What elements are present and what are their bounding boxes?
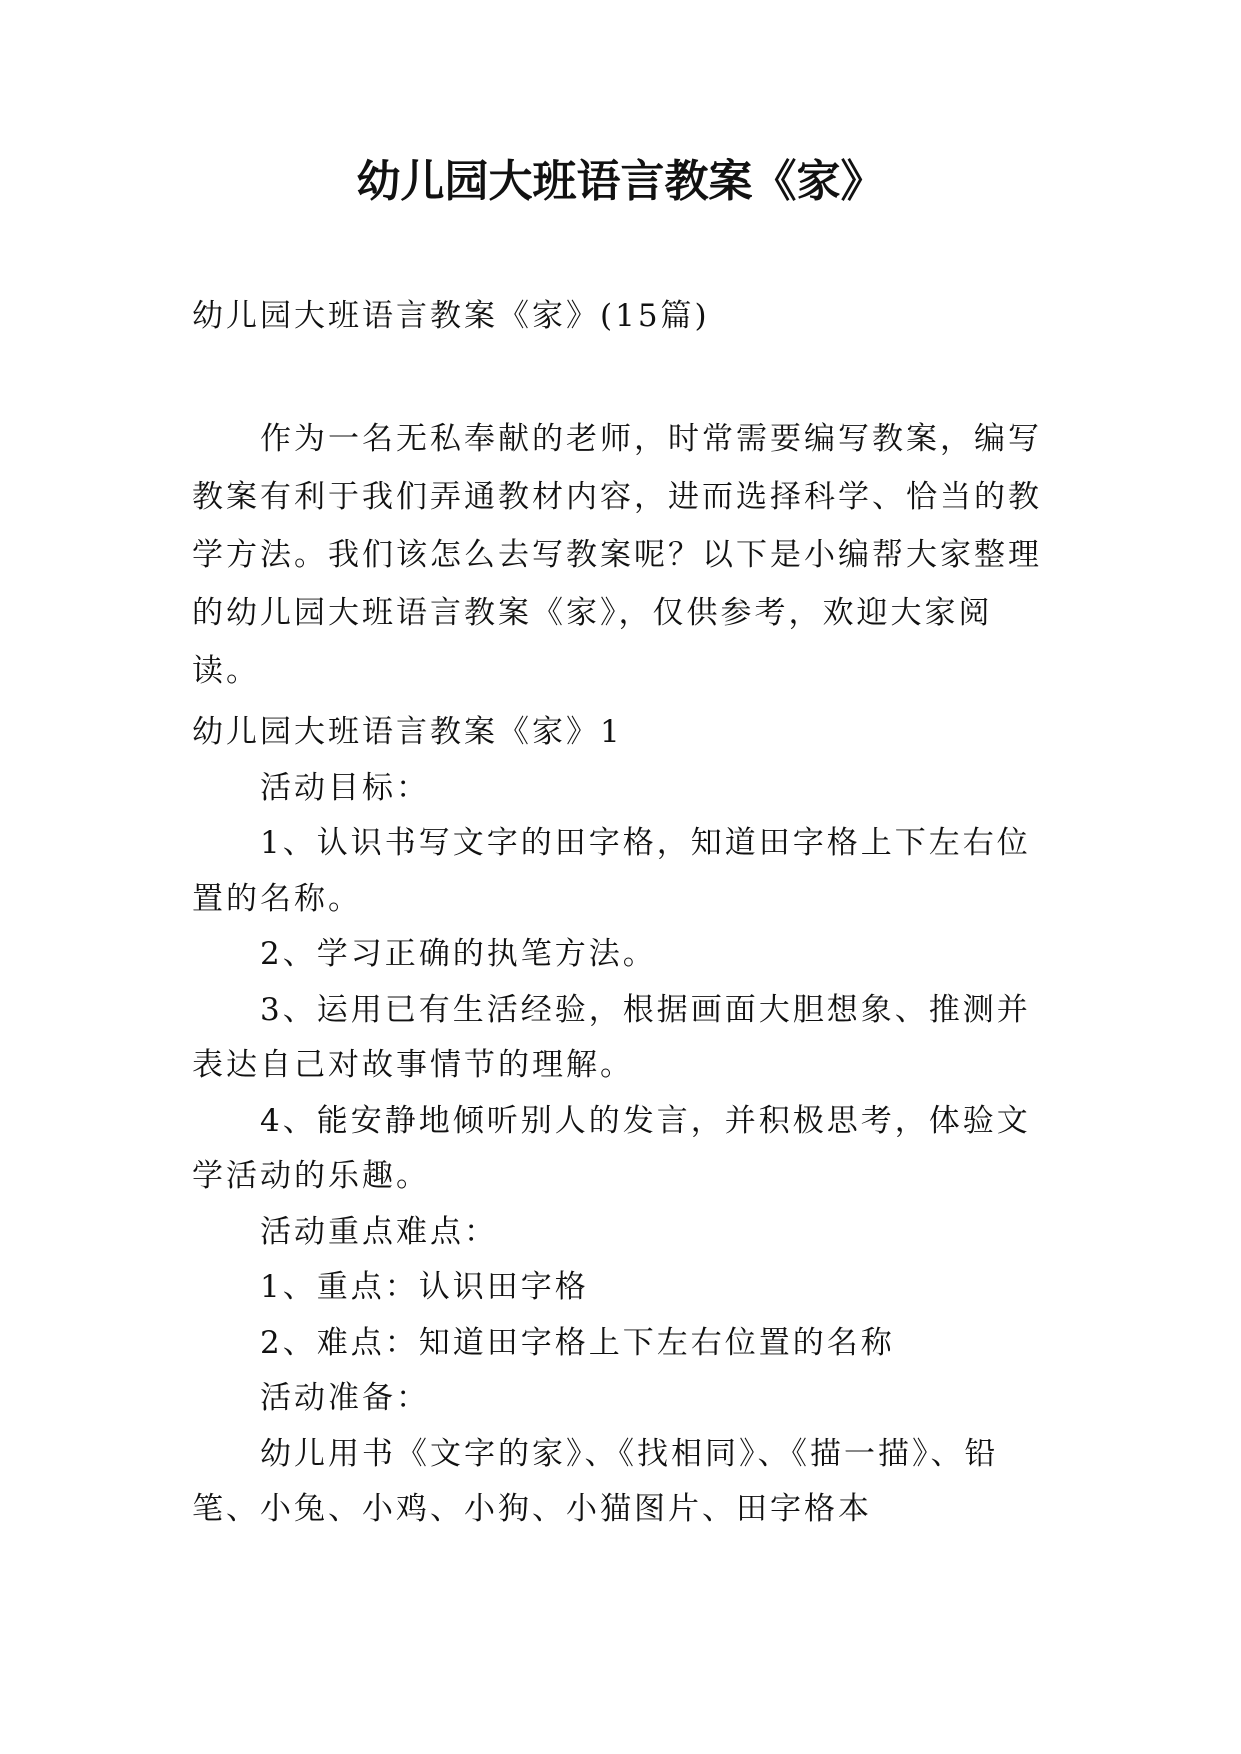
key-points-heading: 活动重点难点： bbox=[260, 1213, 498, 1250]
document-subtitle: 幼儿园大班语言教案《家》(15篇) bbox=[192, 298, 710, 334]
goals-heading: 活动目标： bbox=[260, 769, 430, 806]
document-title: 幼儿园大班语言教案《家》 bbox=[356, 156, 885, 207]
goal-item: 4、能安静地倾听别人的发言，并积极思考，体验文学活动的乐趣。 bbox=[192, 1102, 1031, 1194]
preparation-heading: 活动准备： bbox=[260, 1380, 430, 1416]
goal-item: 3、运用已有生活经验，根据画面大胆想象、推测并表达自己对故事情节的理解。 bbox=[192, 991, 1031, 1083]
preparation-text: 幼儿用书《文字的家》、《找相同》、《描一描》、铅笔、小兔、小鸡、小狗、小猫图片、田字格本 bbox=[192, 1435, 999, 1527]
intro-block bbox=[192, 410, 1052, 700]
goal-item: 2、学习正确的执笔方法。 bbox=[260, 936, 657, 972]
section-heading: 幼儿园大班语言教案《家》1 bbox=[192, 714, 623, 750]
key-point-item: 2、难点：知道田字格上下左右位置的名称 bbox=[260, 1324, 895, 1361]
key-point-item: 1、重点：认识田字格 bbox=[260, 1269, 589, 1305]
lesson-section bbox=[192, 705, 1052, 1538]
intro-paragraph: 作为一名无私奉献的老师，时常需要编写教案，编写教案有利于我们弄通教材内容，进而选择科学、恰当的教学方法。我们该怎么去写教案呢？以下是小编帮大家整理的幼儿园大班语言教案《家》，仅供参考，欢迎大家阅读。 bbox=[192, 421, 1042, 689]
goal-item: 1、认识书写文字的田字格，知道田字格上下左右位置的名称。 bbox=[192, 825, 1031, 917]
